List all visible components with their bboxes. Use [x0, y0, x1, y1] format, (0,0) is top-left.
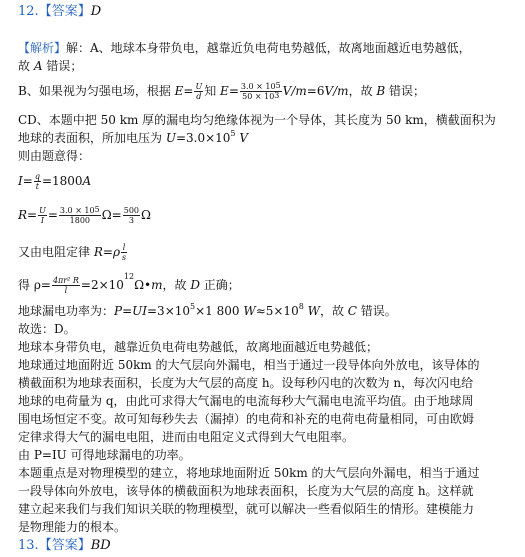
value: =1800: [41, 174, 83, 188]
analysis-line-a1: [18, 40, 471, 56]
unit: V: [235, 131, 248, 145]
text: 错误；: [42, 59, 83, 73]
value: =3×10: [147, 304, 191, 318]
symbol: U: [165, 131, 176, 145]
exponent: 12: [123, 272, 135, 281]
unit: A: [82, 174, 92, 188]
exponent: 8: [298, 302, 304, 311]
text: 知: [204, 84, 221, 98]
q13-answer-line: [18, 538, 111, 554]
fraction: [34, 172, 41, 191]
frac-den: d: [196, 92, 202, 101]
summary-line: 横截面积为地球表面积，长度为大气层的高度 h。设每秒闪电的次数为 n，每次闪电给: [18, 376, 474, 390]
frac-num: 4πr² R: [52, 276, 79, 285]
text: 得 ρ=: [18, 278, 51, 292]
unit: Ω: [141, 208, 151, 222]
text: =: [228, 84, 239, 98]
fraction: [194, 82, 203, 101]
summary-line: 地球通过地面附近 50km 的大气层向外漏电，相当于通过一段导体向外放电，该导体的: [18, 358, 480, 372]
analysis-line-cd1: CD、本题中把 50 km 厚的漏电均匀绝缘体视为一个导体，其长度为 50 km，横截面积为: [18, 113, 496, 127]
summary-line: 本题重点是对物理模型的建立，将地球地面附近 50km 的大气层向外漏电，相当于通过: [18, 466, 480, 480]
q12-answer-line: [18, 4, 101, 20]
unit: m: [151, 278, 163, 292]
text: =: [47, 208, 58, 222]
power-line: [18, 303, 397, 319]
frac-num: q: [34, 172, 40, 181]
frac-den: t: [35, 182, 39, 191]
summary-line: 一段导体向外放电，该导体的横截面积为地球表面积，长度为大气层的高度 h。这样就: [18, 484, 474, 498]
unit: V/m: [324, 84, 349, 98]
text: =: [102, 245, 113, 259]
text: ，故: [162, 278, 191, 292]
value: ×1 800: [195, 304, 244, 318]
symbol: E: [174, 84, 184, 98]
analysis-line-a2: [18, 58, 82, 74]
summary-line: 是物理能力的根本。: [18, 520, 127, 534]
frac-den: I: [40, 216, 45, 225]
text: B、如果视为匀强电场，根据: [18, 84, 175, 98]
summary-line: 由 P=IU 可得地球漏电的功率。: [18, 448, 191, 462]
text: 错误。: [356, 304, 397, 318]
text: ，故: [319, 304, 348, 318]
analysis-line-cd3: 则由题意得：: [18, 149, 91, 163]
summary-line: 建立起来我们与我们知识关联的物理模型，就可以解决一些看似陌生的情形。建模能力: [18, 502, 475, 516]
text: 地球漏电功率为：: [18, 304, 115, 318]
symbol: R: [93, 245, 103, 259]
text: 错误；: [385, 84, 426, 98]
unit: Ω=: [101, 208, 122, 222]
formula-resistance: [18, 203, 151, 227]
text: =: [27, 208, 38, 222]
option-letter: B: [376, 84, 386, 98]
formula-current: [18, 170, 91, 192]
summary-line: 定律求得大气的漏电电阻，进而由电阻定义式得到大气电阻率。: [18, 430, 355, 444]
analysis-line-cd2: [18, 130, 248, 146]
frac-den: l: [64, 286, 68, 295]
text: =6: [306, 84, 325, 98]
summary-line: 地球本身带负电，越靠近负电荷电势越低，故离地面越近电势越低；: [18, 340, 379, 354]
summary-line: 围电场恒定不变。故可知每秒失去（漏掉）的电荷和补充的电荷电荷量相同，可由欧姆: [18, 412, 475, 426]
option-letter: C: [347, 304, 357, 318]
fraction: [52, 276, 80, 295]
formula-resistivity: [18, 273, 240, 297]
text: ，故: [348, 84, 377, 98]
analysis-tag: 【解析】: [18, 41, 67, 55]
frac-den: 3: [128, 216, 134, 225]
option-letter: A: [33, 59, 43, 73]
value: ≈5×10: [255, 304, 299, 318]
exponent: 5: [190, 302, 196, 311]
frac-num: U: [39, 206, 46, 215]
option-letter: D: [190, 278, 200, 292]
formula: P=UI: [114, 304, 147, 318]
symbol: R: [18, 208, 28, 222]
frac-num: 500: [123, 206, 140, 215]
exponent: 5: [275, 81, 281, 90]
text: 又由电阻定律: [18, 245, 94, 259]
frac-num: 3.0 × 10: [59, 206, 95, 215]
analysis-line-b: [18, 80, 425, 102]
fraction: [240, 82, 282, 101]
symbol: E: [220, 84, 229, 98]
frac-num: U: [195, 82, 203, 91]
frac-num: l: [122, 243, 126, 252]
text: 地球的表面积，所加电压为: [18, 131, 166, 145]
analysis-text: 解：A、地球本身带负电，越靠近负电荷电势越低，故离地面越近电势越低，: [66, 41, 471, 55]
text: =: [183, 84, 194, 98]
summary-line: 地球的电荷量为 q，由此可求得大气漏电的电流每秒大气漏电电流平均值。由于地球周: [18, 394, 474, 408]
value: =2×10: [80, 278, 124, 292]
symbol: ρ: [112, 245, 120, 259]
frac-den: s: [122, 253, 127, 262]
question-number: 13.: [18, 538, 39, 553]
symbol: I: [18, 174, 23, 188]
text: 故: [18, 59, 34, 73]
choose-line: 故选：D。: [18, 322, 76, 336]
fraction: [38, 206, 47, 225]
frac-den: 50 × 10: [242, 92, 275, 101]
unit: V/m: [282, 84, 307, 98]
formula-resistance-law: [18, 240, 128, 264]
fraction: [123, 206, 140, 225]
text: =: [22, 174, 33, 188]
answer-value: D: [90, 4, 102, 19]
value: =3.0×10: [175, 131, 231, 145]
exponent: 5: [94, 205, 100, 214]
fraction: [121, 243, 127, 262]
unit: Ω•: [134, 278, 152, 292]
text: 正确；: [199, 278, 240, 292]
answer-tag: 【答案】: [38, 4, 91, 19]
unit: W: [243, 304, 256, 318]
exponent: 3: [274, 91, 280, 100]
frac-den: 1800: [69, 216, 90, 225]
exponent: 5: [230, 129, 236, 138]
answer-value: BD: [90, 538, 111, 553]
fraction: [59, 206, 101, 225]
frac-num: 3.0 × 10: [240, 82, 276, 91]
question-number: 12.: [18, 4, 39, 19]
answer-tag: 【答案】: [38, 538, 91, 553]
unit: W: [303, 304, 320, 318]
